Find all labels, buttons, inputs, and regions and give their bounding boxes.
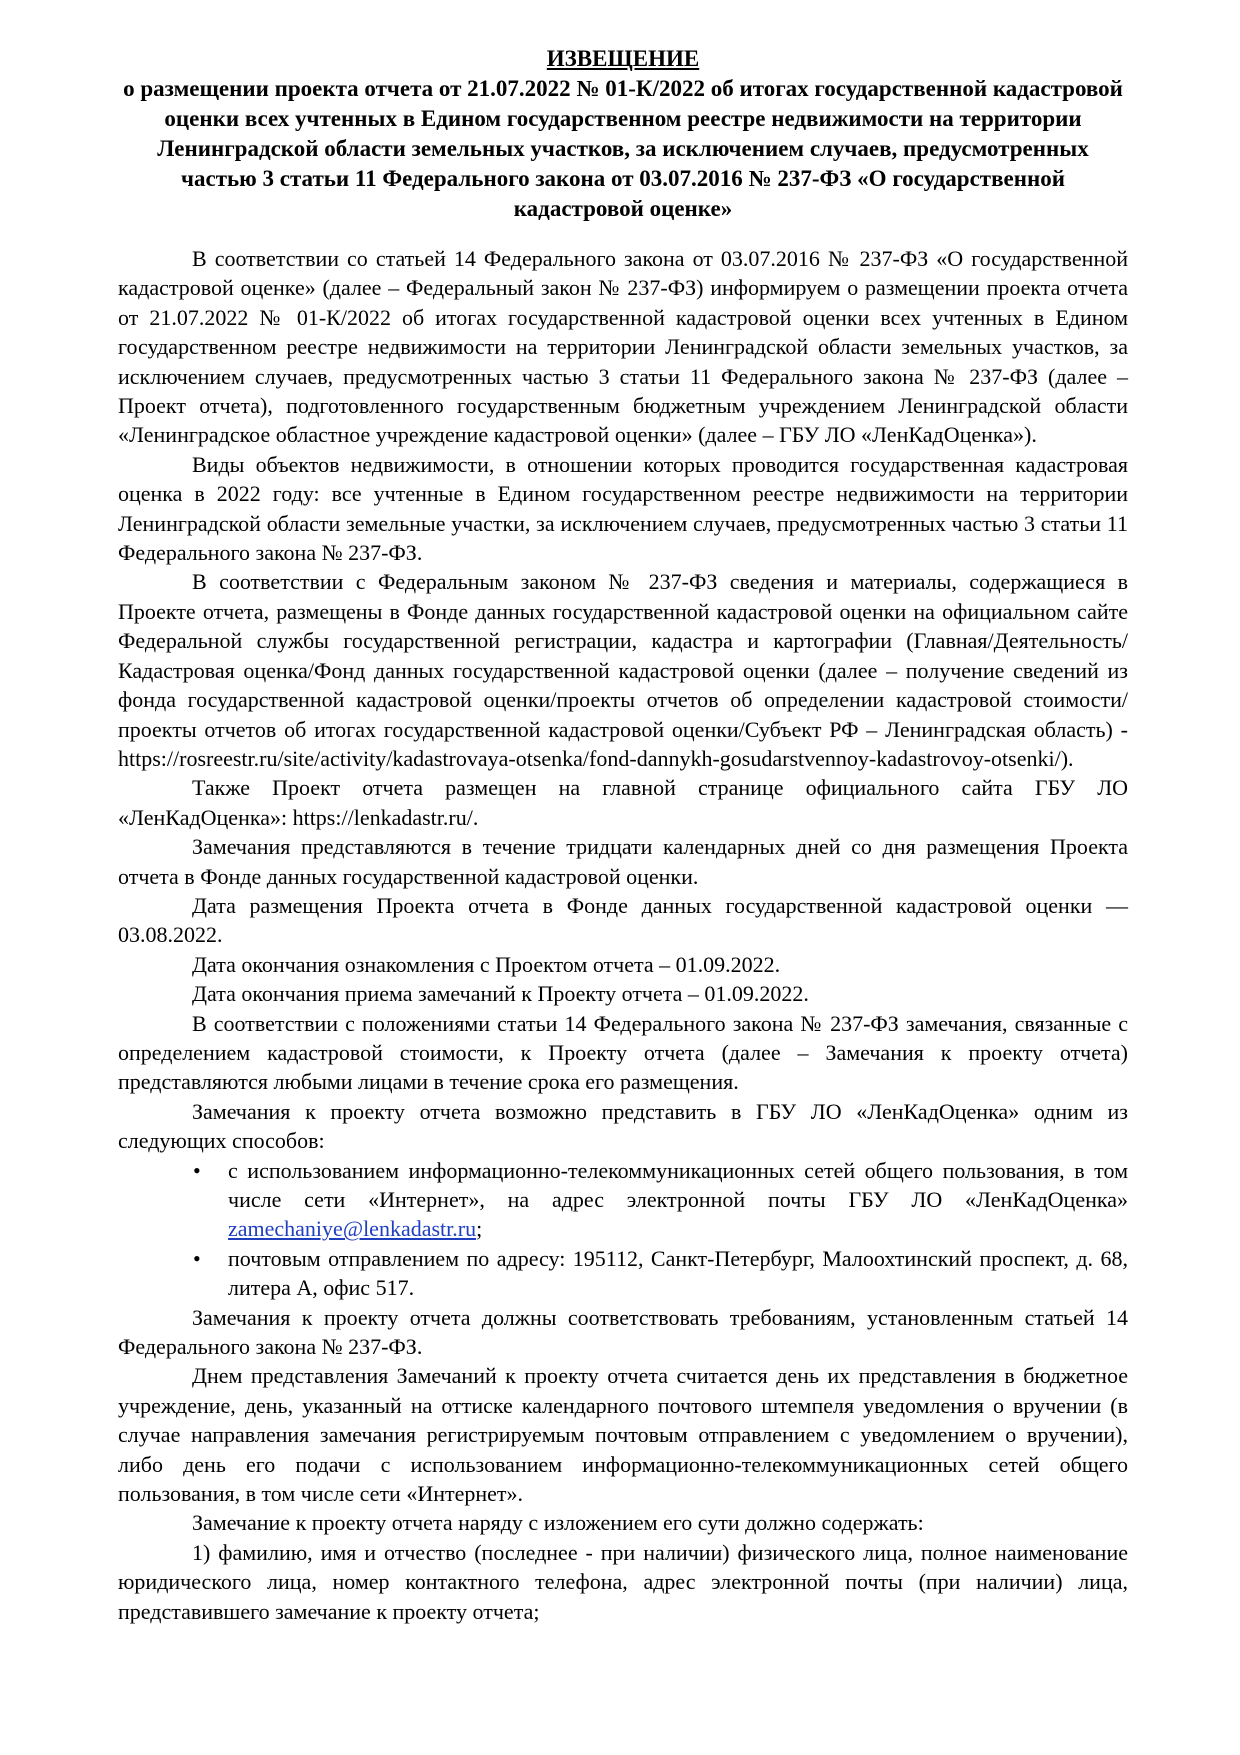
bullet-icon: • xyxy=(193,1245,201,1271)
bullet-icon: • xyxy=(193,1157,201,1183)
paragraph-object-types: Виды объектов недвижимости, в отношении которых проводится государственная кадастровая оценка в 2022 году: все учтенные в Едином государственном реестре недвижимости на территории Ленинградской области земельные участки, за исключением случаев, предусмотренных частью 3 статьи 11 Федерального закона № 237-ФЗ. xyxy=(118,451,1128,566)
paragraph-fund-placement: В соответствии с Федеральным законом № 237-ФЗ сведения и материалы, содержащиеся в Проекте отчета, размещены в Фонде данных государственной кадастровой оценки на официальном сайте Федеральной службы государственной регистрации, кадастра и картографии (Главная/Деятельность/Кадастровая оценка/Фонд данных государственной кадастровой оценки (далее – получение сведений из фонда государственной кадастровой оценки/проекты отчетов об определении кадастровой стоимости/проекты отчетов об итогах государственной кадастровой оценки/Субъект РФ – Ленинградская область) - https://rosreestr.ru/site/activity/kadastrovaya-otsenka/fond-dannykh-gosudarstvennoy-kadastrovoy-otsenki/). xyxy=(118,569,1128,771)
paragraph-remarks-definition: В соответствии с положениями статьи 14 Федерального закона № 237-ФЗ замечания, связанные с определением кадастровой стоимости, к Проекту отчета (далее – Замечания к проекту отчета) представляются любыми лицами в течение срока его размещения. xyxy=(118,1010,1128,1095)
paragraph-site-placement: Также Проект отчета размещен на главной странице официального сайта ГБУ ЛО «ЛенКадОценка»: https://lenkadastr.ru/. xyxy=(118,775,1128,830)
paragraph-remarks-period: Замечания представляются в течение тридцати календарных дней со дня размещения Проекта отчета в Фонде данных государственной кадастровой оценки. xyxy=(118,834,1128,889)
postal-method-text: почтовым отправлением по адресу: 195112, Санкт-Петербург, Малоохтинский проспект, д. 68, литера А, офис 517. xyxy=(228,1245,1128,1301)
paragraph-remarks-end-date: Дата окончания приема замечаний к Проекту отчета – 01.09.2022. xyxy=(192,981,809,1007)
document-body xyxy=(118,244,1128,1626)
paragraph-requirement-1: 1) фамилию, имя и отчество (последнее - при наличии) физического лица, полное наименование юридического лица, номер контактного телефона, адрес электронной почты (при наличии) лица, представившего замечание к проекту отчета; xyxy=(118,1539,1128,1624)
email-link[interactable]: zamechaniye@lenkadastr.ru xyxy=(228,1216,477,1242)
document-title: ИЗВЕЩЕНИЕ xyxy=(546,46,700,71)
list-item-email-method xyxy=(118,1156,1128,1244)
email-method-text: с использованием информационно-телекоммуникационных сетей общего пользования, в том числе сети «Интернет», на адрес электронной почты ГБУ ЛО «ЛенКадОценка» xyxy=(228,1157,1128,1212)
list-item-postal-method xyxy=(118,1244,1128,1303)
submission-methods-list xyxy=(118,1156,1128,1303)
paragraph-remarks-requirements: Замечания к проекту отчета должны соответствовать требованиям, установленным статьей 14 Федерального закона № 237-ФЗ. xyxy=(118,1304,1128,1360)
email-method-end: ; xyxy=(476,1216,483,1242)
paragraph-placement-date: Дата размещения Проекта отчета в Фонде данных государственной кадастровой оценки — 03.08.2022. xyxy=(118,892,1128,948)
paragraph-submission-methods: Замечания к проекту отчета возможно представить в ГБУ ЛО «ЛенКадОценка» одним из следующих способов: xyxy=(118,1098,1128,1154)
paragraph-review-end-date: Дата окончания ознакомления с Проектом отчета – 01.09.2022. xyxy=(192,951,781,977)
paragraph-legal-basis: В соответствии со статьей 14 Федерального закона от 03.07.2016 № 237-ФЗ «О государственной кадастровой оценке» (далее – Федеральный закон № 237-ФЗ) информируем о размещении проекта отчета от 21.07.2022 № 01-К/2022 об итогах государственной кадастровой оценки всех учтенных в Едином государственном реестре недвижимости на территории Ленинградской области земельных участков, за исключением случаев, предусмотренных частью 3 статьи 11 Федерального закона № 237-ФЗ (далее – Проект отчета), подготовленного государственным бюджетным учреждением Ленинградской области «Ленинградское областное учреждение кадастровой оценки» (далее – ГБУ ЛО «ЛенКадОценка»). xyxy=(118,246,1128,448)
document-header xyxy=(118,44,1128,224)
document-subtitle: о размещении проекта отчета от 21.07.2022 № 01-К/2022 об итогах государственной кадастровой оценки всех учтенных в Едином государственном реестре недвижимости на территории Ленинградской области земельных участков, за исключением случаев, предусмотренных частью 3 статьи 11 Федерального закона от 03.07.2016 № 237-ФЗ «О государственной кадастровой оценке» xyxy=(123,76,1123,221)
paragraph-remarks-content: Замечание к проекту отчета наряду с изложением его сути должно содержать: xyxy=(192,1510,924,1536)
paragraph-submission-day: Днем представления Замечаний к проекту отчета считается день их представления в бюджетное учреждение, день, указанный на оттиске календарного почтового штемпеля уведомления о вручении (в случае направления замечания регистрируемым почтовым отправлением с уведомлением о вручении), либо день его подачи с использованием информационно-телекоммуникационных сетей общего пользования, в том числе сети «Интернет». xyxy=(118,1363,1128,1507)
